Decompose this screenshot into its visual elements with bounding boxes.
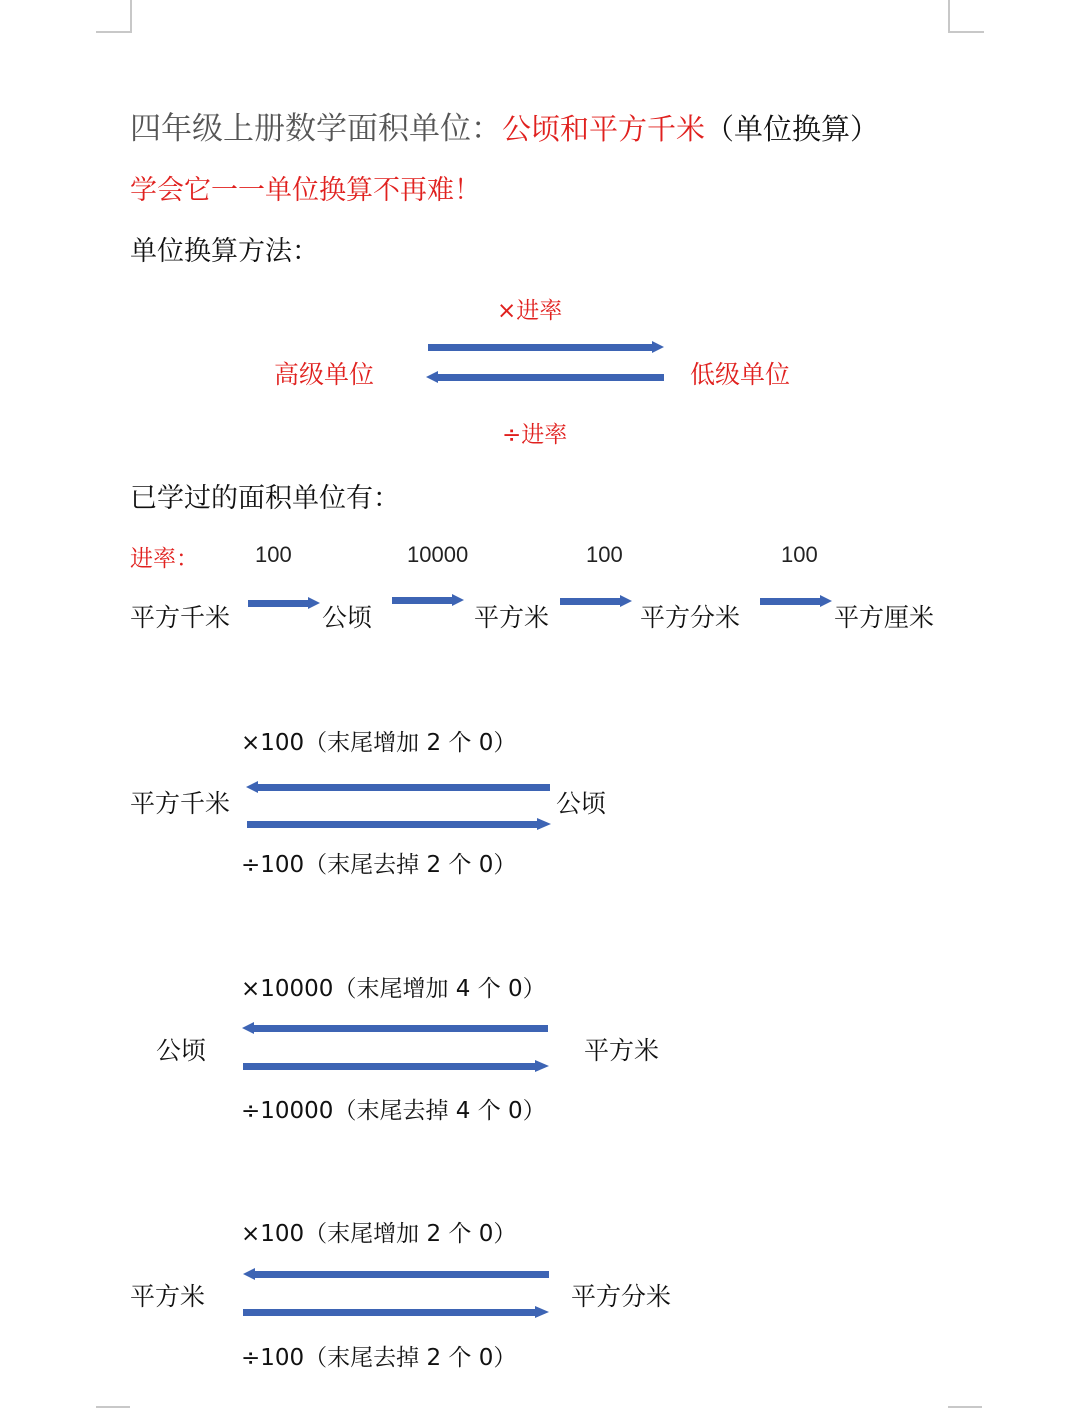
arrow-right-icon [243, 1060, 549, 1068]
unit-label: 公顷 [322, 603, 373, 632]
rate-value: 10000 [407, 542, 469, 567]
rate-value: 100 [586, 542, 623, 567]
arrow-right-icon [248, 597, 320, 605]
method-top-label: ×进率 [497, 298, 563, 324]
rates-label: 进率： [130, 546, 199, 572]
arrow-right-icon [247, 818, 551, 826]
conversion-left-unit: 平方千米 [130, 789, 231, 818]
arrow-right-icon [760, 595, 832, 603]
corner-mark-bottom-right [948, 1406, 982, 1412]
method-right-label: 低级单位 [690, 360, 791, 389]
learned-heading: 已学过的面积单位有： [130, 483, 400, 514]
title-suffix: （单位换算） [705, 112, 880, 146]
conversion-left-unit: 公顷 [156, 1036, 207, 1065]
page-title [130, 103, 879, 148]
title-highlight: 公顷和平方千米 [502, 112, 706, 146]
arrow-right-icon [560, 595, 632, 603]
conversion-bottom-label: ÷100（末尾去掉 2 个 0） [241, 1345, 517, 1371]
conversion-bottom-label: ÷100（末尾去掉 2 个 0） [241, 852, 517, 878]
arrow-left-icon [243, 1268, 549, 1276]
conversion-top-label: ×100（末尾增加 2 个 0） [241, 1221, 517, 1247]
method-heading: 单位换算方法： [130, 236, 319, 267]
corner-mark-top-left [96, 0, 132, 33]
arrow-right-icon [243, 1306, 549, 1314]
conversion-left-unit: 平方米 [130, 1282, 206, 1311]
arrow-left-icon [426, 371, 664, 379]
arrow-left-icon [242, 1022, 548, 1030]
arrow-left-icon [246, 781, 550, 789]
method-left-label: 高级单位 [274, 360, 375, 389]
conversion-top-label: ×100（末尾增加 2 个 0） [241, 730, 517, 756]
conversion-right-unit: 平方分米 [571, 1282, 672, 1311]
subtitle: 学会它一一单位换算不再难！ [130, 175, 481, 206]
conversion-top-label: ×10000（末尾增加 4 个 0） [241, 976, 546, 1002]
conversion-right-unit: 公顷 [556, 789, 607, 818]
unit-label: 平方厘米 [834, 603, 935, 632]
arrow-right-icon [428, 341, 664, 349]
corner-mark-bottom-left [96, 1406, 130, 1412]
unit-label: 平方分米 [640, 603, 741, 632]
rate-value: 100 [255, 542, 292, 567]
arrow-right-icon [392, 594, 464, 602]
conversion-bottom-label: ÷10000（末尾去掉 4 个 0） [241, 1098, 546, 1124]
title-prefix: 四年级上册数学面积单位： [130, 111, 502, 147]
rate-value: 100 [781, 542, 818, 567]
corner-mark-top-right [948, 0, 984, 33]
unit-label: 平方米 [474, 603, 550, 632]
conversion-right-unit: 平方米 [584, 1036, 660, 1065]
method-bottom-label: ÷进率 [502, 422, 568, 448]
unit-label: 平方千米 [130, 603, 231, 632]
